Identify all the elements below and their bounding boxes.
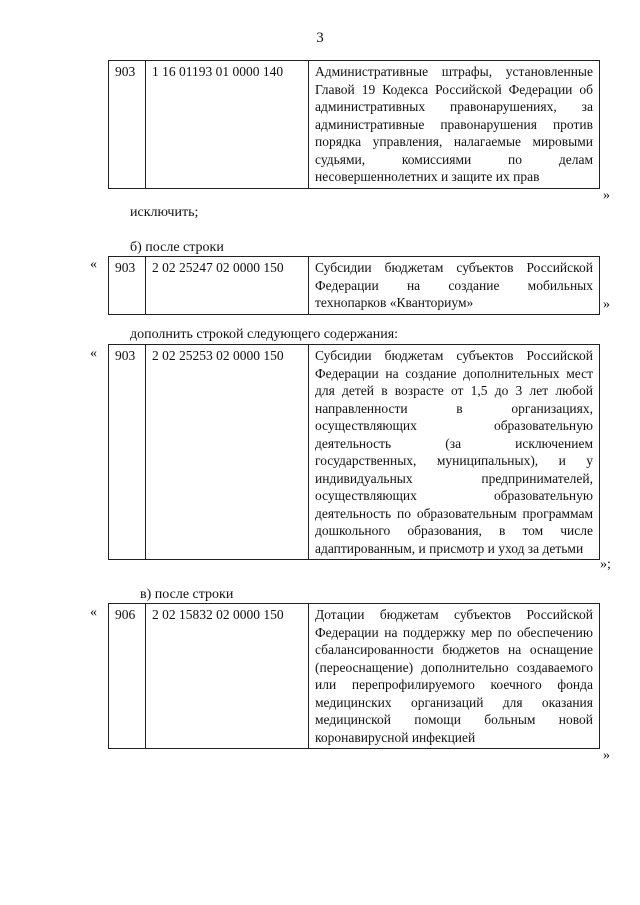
table-row bbox=[109, 61, 600, 189]
section-b-heading: б) после строки bbox=[130, 240, 224, 255]
close-quote: » bbox=[603, 297, 610, 312]
close-quote: »; bbox=[600, 557, 611, 572]
section-v-heading: в) после строки bbox=[140, 587, 234, 602]
kbk-code-cell: 2 02 25247 02 0000 150 bbox=[146, 257, 309, 315]
open-quote: « bbox=[90, 605, 97, 620]
instruction-exclude: исключить; bbox=[130, 205, 199, 220]
close-quote: » bbox=[603, 188, 610, 203]
table-row bbox=[109, 257, 600, 315]
kbk-code-cell: 1 16 01193 01 0000 140 bbox=[146, 61, 309, 189]
description-cell: Субсидии бюджетам субъектов Российской Федерации на создание мобильных технопарков «Кванториум» bbox=[309, 257, 600, 315]
admin-code-cell: 906 bbox=[109, 604, 146, 749]
admin-code-cell: 903 bbox=[109, 345, 146, 560]
table-row bbox=[109, 604, 600, 749]
close-quote: » bbox=[603, 748, 610, 763]
budget-table-row-3 bbox=[108, 344, 600, 560]
budget-table-row-1 bbox=[108, 60, 600, 189]
open-quote: « bbox=[90, 257, 97, 272]
page-number: 3 bbox=[316, 30, 324, 46]
budget-table-row-2 bbox=[108, 256, 600, 315]
description-cell: Субсидии бюджетам субъектов Российской Федерации на создание дополнительных мест для детей в возрасте от 1,5 до 3 лет любой направленности в организациях, осуществляющих образовательную деятельность (за исключением государственных, муниципальных), и у индивидуальных предпринимателей, осуществляющих образовательную деятельность по образовательным программам дошкольного образования, в том числе адаптированным, и присмотр и уход за детьми bbox=[309, 345, 600, 560]
description-cell: Административные штрафы, установленные Главой 19 Кодекса Российской Федерации об административных правонарушениях, за административные правонарушения против порядка управления, налагаемые мировыми судьями, комиссиями по делам несовершеннолетних и защите их прав bbox=[309, 61, 600, 189]
budget-table-row-4 bbox=[108, 603, 600, 749]
open-quote: « bbox=[90, 346, 97, 361]
description-cell: Дотации бюджетам субъектов Российской Федерации на поддержку мер по обеспечению сбалансированности бюджетов на оснащение (переоснащение) дополнительно создаваемого или перепрофилируемого коечного фонда медицинских организаций для оказания медицинской помощи больным новой коронавирусной инфекцией bbox=[309, 604, 600, 749]
kbk-code-cell: 2 02 25253 02 0000 150 bbox=[146, 345, 309, 560]
admin-code-cell: 903 bbox=[109, 61, 146, 189]
kbk-code-cell: 2 02 15832 02 0000 150 bbox=[146, 604, 309, 749]
instruction-add: дополнить строкой следующего содержания: bbox=[130, 327, 399, 342]
admin-code-cell: 903 bbox=[109, 257, 146, 315]
table-row bbox=[109, 345, 600, 560]
